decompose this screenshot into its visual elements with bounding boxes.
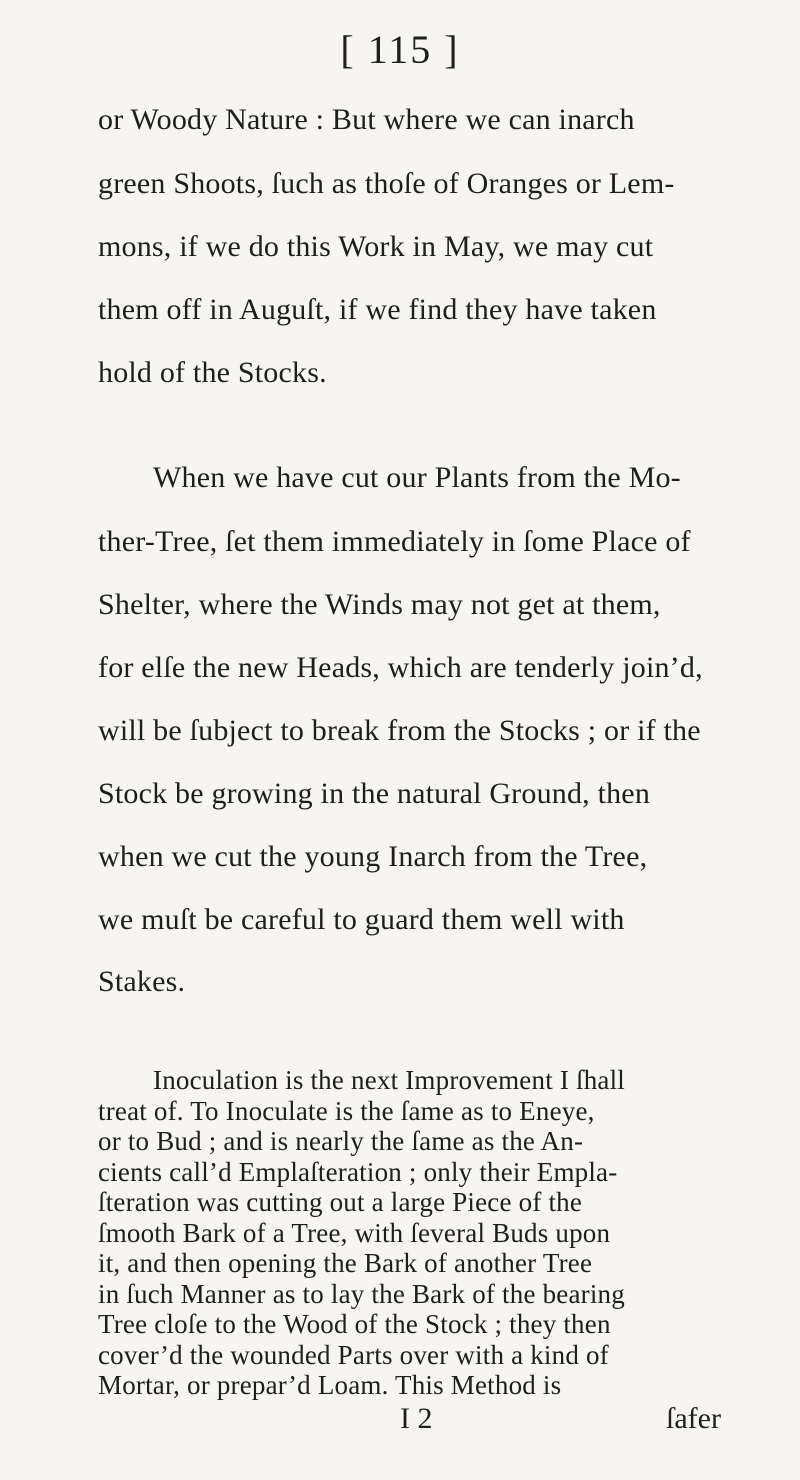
text-line: ſmooth Bark of a Tree, with ſeveral Buds upon (98, 1217, 611, 1248)
text-line: cover’d the wounded Parts over with a kind of (98, 1339, 609, 1370)
text-line: Tree cloſe to the Wood of the Stock ; they then (98, 1309, 611, 1339)
text-line: treat of. To Inoculate is the ſame as to Eneye, (98, 1095, 595, 1126)
text-line: in ſuch Manner as to lay the Bark of the bearing (98, 1278, 625, 1309)
text-line: Mortar, or prepar’d Loam. This Method is (98, 1370, 562, 1400)
page-number: [ 115 ] (340, 27, 460, 72)
text-line: we muſt be careful to guard them well with (98, 903, 625, 936)
text-line: them off in Auguſt, if we find they have taken (98, 293, 657, 326)
signature-mark: I 2 (400, 1402, 433, 1435)
text-line: When we have cut our Plants from the Mo- (153, 461, 681, 494)
text-line: when we cut the young Inarch from the Tree, (98, 840, 648, 873)
text-line: Inoculation is the next Improvement I ſhall (153, 1065, 625, 1095)
text-line: ther-Tree, ſet them immediately in ſome Place of (98, 525, 691, 558)
text-line: mons, if we do this Work in May, we may cut (98, 230, 654, 263)
text-line: Shelter, where the Winds may not get at them, (98, 588, 661, 621)
text-line: Stock be growing in the natural Ground, then (98, 777, 651, 810)
text-line: green Shoots, ſuch as thoſe of Oranges or Lem- (98, 167, 675, 200)
text-line: ſteration was cutting out a large Piece of the (98, 1187, 583, 1217)
text-line: for elſe the new Heads, which are tenderly join’d, (98, 651, 703, 684)
text-line: cients call’d Emplaſteration ; only their Empla- (98, 1156, 618, 1187)
text-line: hold of the Stocks. (98, 356, 327, 389)
text-line: Stakes. (98, 965, 186, 998)
text-line: or Woody Nature : But where we can inarch (98, 103, 635, 136)
text-line: or to Bud ; and is nearly the ſame as the An- (98, 1126, 584, 1156)
catchword: ſafer (666, 1402, 721, 1435)
text-line: will be ſubject to break from the Stocks ; or if the (98, 714, 701, 747)
text-line: it, and then opening the Bark of another Tree (98, 1248, 593, 1278)
